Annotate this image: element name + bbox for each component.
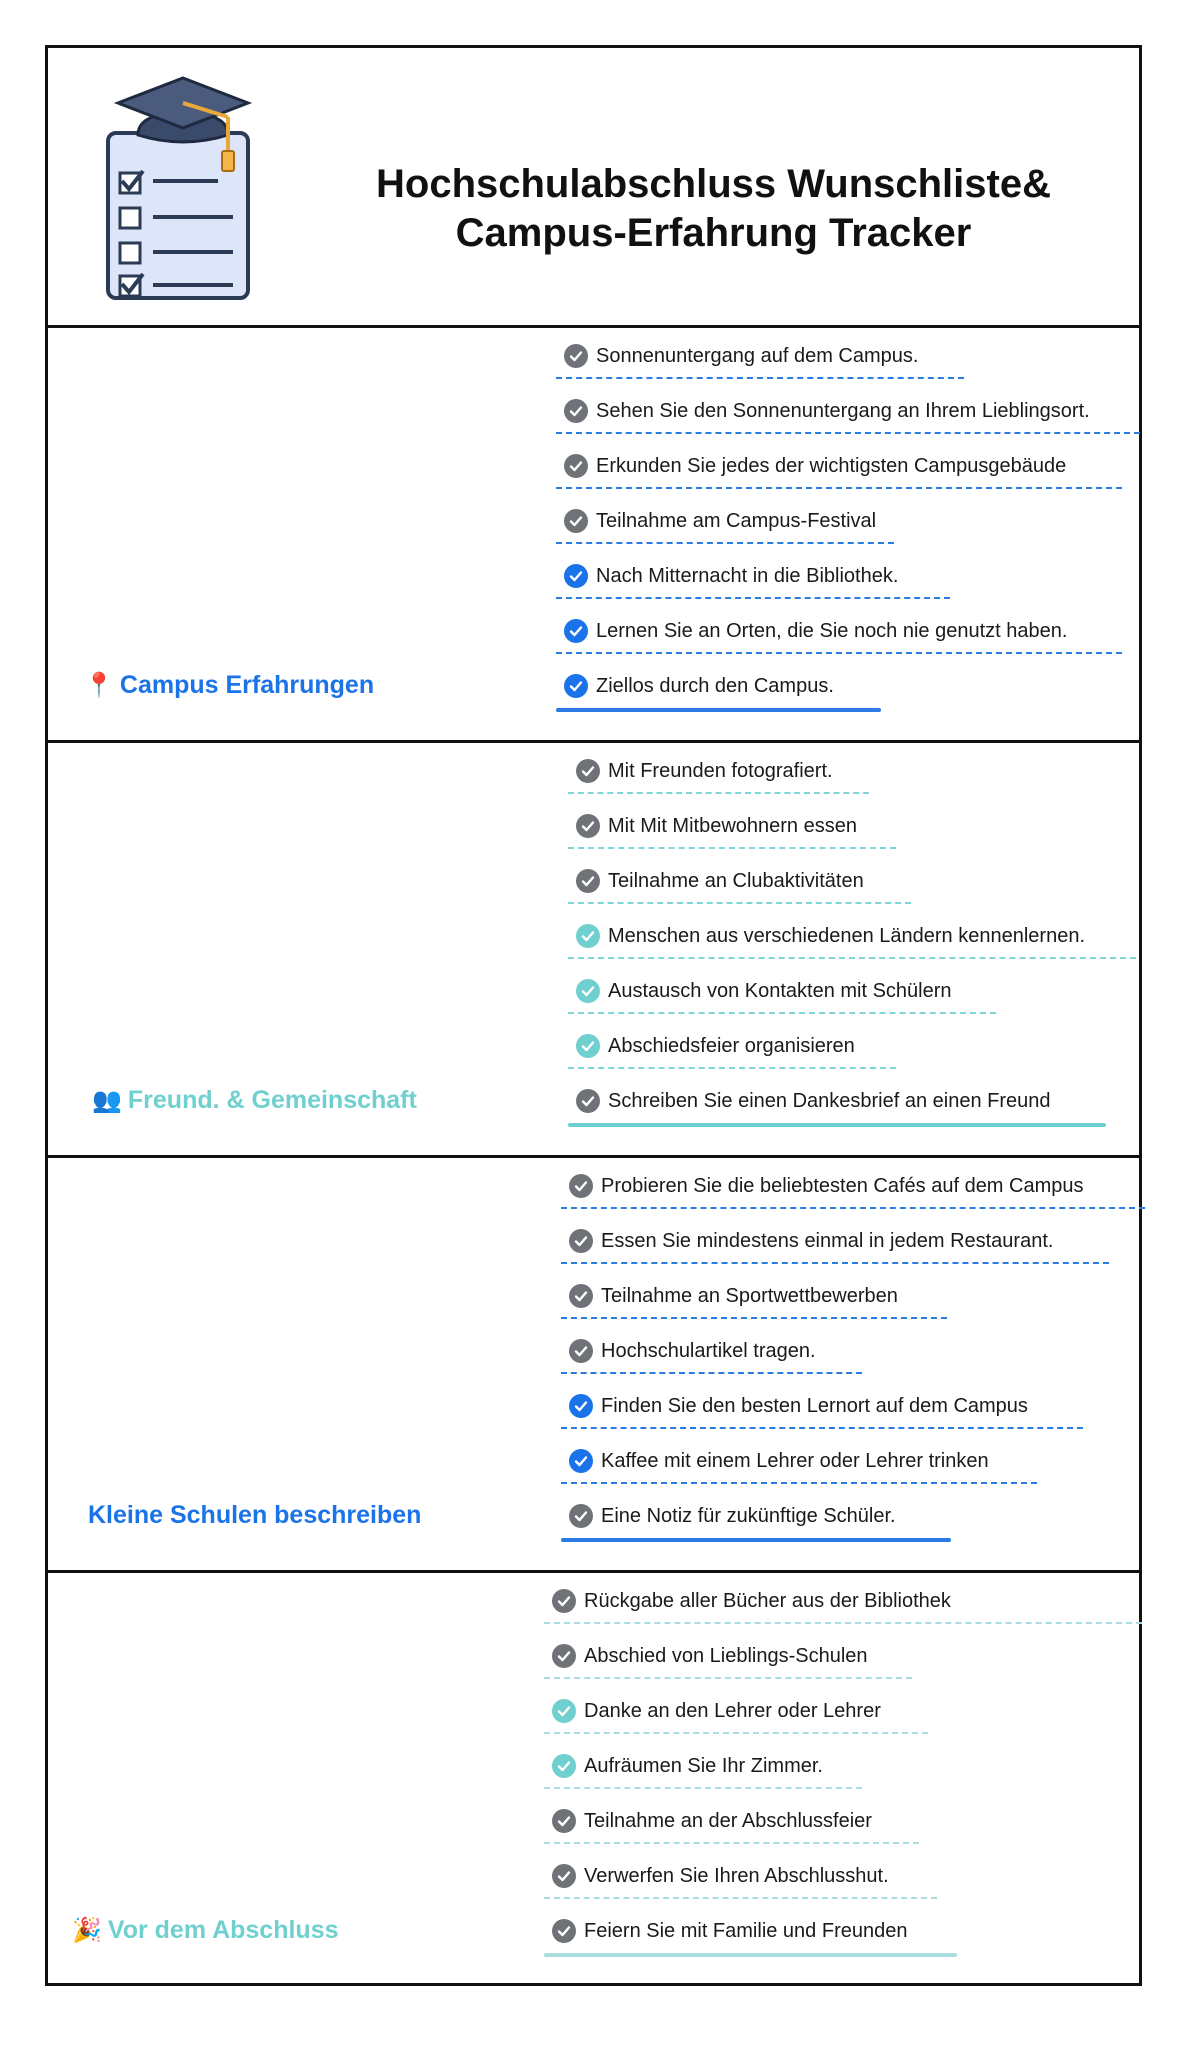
check-circle-icon[interactable] <box>552 1864 576 1888</box>
checklist-item-text: Abschied von Lieblings-Schulen <box>584 1644 868 1667</box>
checklist-item-text: Lernen Sie an Orten, die Sie noch nie genutzt haben. <box>596 619 1068 642</box>
section-vor-dem-abschluss <box>48 1573 1139 1988</box>
check-circle-icon[interactable] <box>564 344 588 368</box>
check-circle-icon[interactable] <box>552 1754 576 1778</box>
checklist-item[interactable] <box>561 1276 947 1316</box>
checklist-item-text: Teilnahme an Sportwettbewerben <box>601 1284 898 1307</box>
item-underline <box>556 708 881 712</box>
section-label <box>88 1501 421 1530</box>
item-underline <box>544 1732 928 1734</box>
checklist-item-text: Probieren Sie die beliebtesten Cafés auf dem Campus <box>601 1174 1084 1197</box>
checklist-item-text: Rückgabe aller Bücher aus der Bibliothek <box>584 1589 951 1612</box>
checklist-item-text: Danke an den Lehrer oder Lehrer <box>584 1699 881 1722</box>
item-underline <box>568 847 896 849</box>
checklist-item[interactable] <box>544 1636 912 1676</box>
check-circle-icon[interactable] <box>564 564 588 588</box>
item-underline <box>544 1897 937 1899</box>
checklist-item-text: Aufräumen Sie Ihr Zimmer. <box>584 1754 823 1777</box>
checklist-item-text: Ziellos durch den Campus. <box>596 674 834 697</box>
checklist-item[interactable] <box>561 1331 862 1371</box>
check-circle-icon[interactable] <box>564 454 588 478</box>
section-label <box>92 1086 417 1115</box>
section-label-text: Freund. & Gemeinschaft <box>127 1086 417 1114</box>
check-circle-icon[interactable] <box>552 1644 576 1668</box>
item-underline <box>568 1067 896 1069</box>
checklist-item[interactable] <box>544 1581 1142 1621</box>
check-circle-icon[interactable] <box>564 509 588 533</box>
checklist-item-text: Verwerfen Sie Ihren Abschlusshut. <box>584 1864 889 1887</box>
checklist-item-text: Sehen Sie den Sonnenuntergang an Ihrem Lieblingsort. <box>596 399 1090 422</box>
check-circle-icon[interactable] <box>552 1919 576 1943</box>
check-circle-icon[interactable] <box>576 924 600 948</box>
checklist-item-text: Austausch von Kontakten mit Schülern <box>608 979 952 1002</box>
checklist-item[interactable] <box>556 666 881 706</box>
checklist-item[interactable] <box>556 501 894 541</box>
item-underline <box>568 1123 1106 1127</box>
checklist-item-text: Erkunden Sie jedes der wichtigsten Campusgebäude <box>596 454 1067 477</box>
check-circle-icon[interactable] <box>569 1394 593 1418</box>
checklist-item-text: Menschen aus verschiedenen Ländern kennenlernen. <box>608 924 1086 947</box>
checklist-item-text: Abschiedsfeier organisieren <box>608 1034 855 1057</box>
checklist-item-text: Teilnahme an der Abschlussfeier <box>584 1809 872 1832</box>
item-underline <box>544 1953 957 1957</box>
checklist-item-text: Essen Sie mindestens einmal in jedem Restaurant. <box>601 1229 1054 1252</box>
check-circle-icon[interactable] <box>569 1229 593 1253</box>
item-underline <box>568 957 1136 959</box>
section-campus-erfahrungen <box>48 328 1139 743</box>
checklist-item[interactable] <box>561 1166 1145 1206</box>
check-circle-icon[interactable] <box>569 1504 593 1528</box>
item-underline <box>561 1372 862 1374</box>
checklist-item[interactable] <box>568 1026 896 1066</box>
item-underline <box>561 1538 951 1542</box>
item-underline <box>568 1012 996 1014</box>
checklist-item-text: Feiern Sie mit Familie und Freunden <box>584 1919 908 1942</box>
item-underline <box>556 652 1122 654</box>
header <box>48 48 1139 328</box>
checklist-item-text: Schreiben Sie einen Dankesbrief an einen Freund <box>608 1089 1051 1112</box>
checklist-item[interactable] <box>556 611 1122 651</box>
page-title <box>308 160 1119 258</box>
check-circle-icon[interactable] <box>552 1699 576 1723</box>
checklist-item[interactable] <box>556 446 1122 486</box>
item-underline <box>556 597 950 599</box>
checklist-item-text: Teilnahme an Clubaktivitäten <box>608 869 864 892</box>
check-circle-icon[interactable] <box>564 619 588 643</box>
title-line-2: Campus-Erfahrung Tracker <box>455 211 972 255</box>
section-label-text: Kleine Schulen beschreiben <box>88 1501 422 1529</box>
checklist-item-text: Mit Freunden fotografiert. <box>608 759 833 782</box>
checklist-item-text: Hochschulartikel tragen. <box>601 1339 816 1362</box>
checklist-item[interactable] <box>568 861 911 901</box>
party-popper-icon: 🎉 <box>72 1917 102 1944</box>
section-label-text: Campus Erfahrungen <box>119 671 375 699</box>
checklist-item[interactable] <box>556 391 1140 431</box>
item-underline <box>568 792 869 794</box>
checklist-item[interactable] <box>568 971 996 1011</box>
item-underline <box>544 1787 862 1789</box>
section-kleine-schulen <box>48 1158 1139 1573</box>
title-line-1: Hochschulabschluss Wunschliste& <box>376 162 1051 206</box>
checklist-item-text: Teilnahme am Campus-Festival <box>596 509 877 532</box>
checklist-item-text: Kaffee mit einem Lehrer oder Lehrer trinken <box>601 1449 989 1472</box>
check-circle-icon[interactable] <box>569 1339 593 1363</box>
item-underline <box>544 1842 919 1844</box>
check-circle-icon[interactable] <box>576 979 600 1003</box>
checklist-item[interactable] <box>556 556 950 596</box>
checklist-item[interactable] <box>544 1801 919 1841</box>
item-underline <box>561 1482 1037 1484</box>
graduation-checklist-icon <box>98 73 268 308</box>
section-label-text: Vor dem Abschluss <box>107 1916 339 1944</box>
checklist-item[interactable] <box>568 1081 1106 1121</box>
item-underline <box>561 1207 1145 1209</box>
item-underline <box>561 1427 1083 1429</box>
section-label <box>72 1916 339 1945</box>
check-circle-icon[interactable] <box>552 1809 576 1833</box>
checklist-item[interactable] <box>544 1746 862 1786</box>
check-circle-icon[interactable] <box>569 1449 593 1473</box>
checklist-item[interactable] <box>561 1386 1083 1426</box>
check-circle-icon[interactable] <box>576 869 600 893</box>
item-underline <box>544 1622 1142 1624</box>
item-underline <box>561 1317 947 1319</box>
item-underline <box>544 1677 912 1679</box>
section-freundschaft-gemeinschaft <box>48 743 1139 1158</box>
check-circle-icon[interactable] <box>564 399 588 423</box>
checklist-item-text: Finden Sie den besten Lernort auf dem Campus <box>601 1394 1028 1417</box>
check-circle-icon[interactable] <box>569 1174 593 1198</box>
tracker-frame <box>45 45 1142 1986</box>
checklist-item[interactable] <box>561 1441 1037 1481</box>
section-label <box>84 671 374 700</box>
check-circle-icon[interactable] <box>569 1284 593 1308</box>
item-underline <box>561 1262 1109 1264</box>
check-circle-icon[interactable] <box>564 674 588 698</box>
checklist-item[interactable] <box>568 751 869 791</box>
item-underline <box>568 902 911 904</box>
checklist-item[interactable] <box>544 1691 928 1731</box>
checklist-item-text: Mit Mit Mitbewohnern essen <box>608 814 857 837</box>
item-underline <box>556 487 1122 489</box>
check-circle-icon[interactable] <box>576 1034 600 1058</box>
checklist-item[interactable] <box>544 1856 937 1896</box>
pin-icon: 📍 <box>84 672 114 699</box>
checklist-item-text: Nach Mitternacht in die Bibliothek. <box>596 564 899 587</box>
item-underline <box>556 377 964 379</box>
checklist-item-text: Eine Notiz für zukünftige Schüler. <box>601 1504 896 1527</box>
checklist-item[interactable] <box>556 336 964 376</box>
checklist-item-text: Sonnenuntergang auf dem Campus. <box>596 344 919 367</box>
check-circle-icon[interactable] <box>576 814 600 838</box>
checklist-item[interactable] <box>561 1496 951 1536</box>
item-underline <box>556 542 894 544</box>
check-circle-icon[interactable] <box>552 1589 576 1613</box>
people-icon: 👥 <box>92 1087 122 1114</box>
check-circle-icon[interactable] <box>576 759 600 783</box>
checklist-item[interactable] <box>568 806 896 846</box>
checklist-item[interactable] <box>568 916 1136 956</box>
item-underline <box>556 432 1140 434</box>
checklist-item[interactable] <box>561 1221 1109 1261</box>
check-circle-icon[interactable] <box>576 1089 600 1113</box>
checklist-item[interactable] <box>544 1911 957 1951</box>
